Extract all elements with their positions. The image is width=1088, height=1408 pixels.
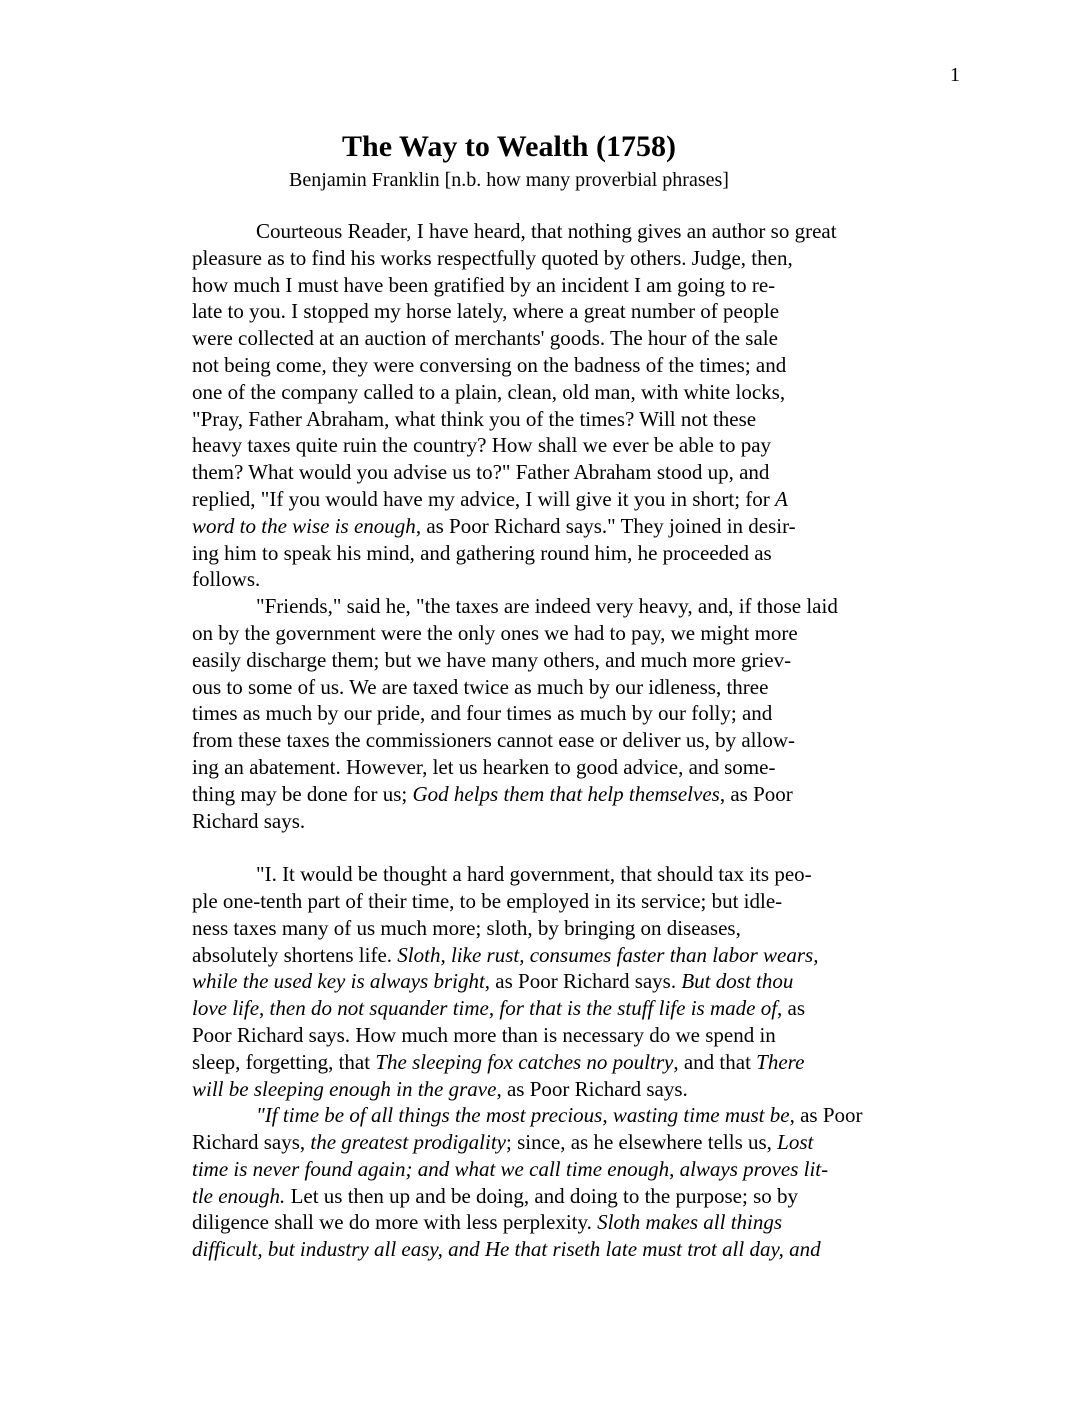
text-line: [192, 379, 912, 406]
text-line: [192, 566, 912, 593]
text-line: [192, 620, 912, 647]
text-segment: ous to some of us. We are taxed twice as much by our idleness, three: [192, 674, 769, 699]
italic-proverb: Sloth makes all things: [597, 1210, 783, 1235]
italic-proverb: will be sleeping enough in the grave: [192, 1076, 497, 1101]
italic-proverb: But dost thou: [681, 969, 794, 994]
text-line: [192, 1049, 912, 1076]
text-line: [192, 647, 912, 674]
text-segment: how much I must have been gratified by an incident I am going to re-: [192, 272, 776, 297]
text-segment: on by the government were the only ones we had to pay, we might more: [192, 620, 798, 645]
text-segment: ple one-tenth part of their time, to be employed in its service; but idle-: [192, 888, 783, 913]
text-line: [192, 942, 912, 969]
italic-proverb: There: [756, 1049, 805, 1074]
text-segment: , as Poor Richard says." They joined in desir-: [415, 513, 796, 538]
text-segment: , as Poor Richard says.: [496, 1076, 688, 1101]
text-segment: absolutely shortens life.: [192, 942, 398, 967]
text-segment: thing may be done for us;: [192, 781, 413, 806]
text-segment: Poor Richard says. How much more than is necessary do we spend in: [192, 1022, 776, 1047]
text-segment: easily discharge them; but we have many others, and much more griev-: [192, 647, 792, 672]
text-line: [192, 513, 912, 540]
text-line: [192, 459, 912, 486]
italic-proverb: word to the wise is enough: [192, 513, 416, 538]
text-segment: them? What would you advise us to?" Father Abraham stood up, and: [192, 460, 770, 485]
text-line: [192, 674, 912, 701]
text-line: [192, 1236, 912, 1263]
text-segment: were collected at an auction of merchants' goods. The hour of the sale: [192, 326, 778, 351]
text-segment: late to you. I stopped my horse lately, where a great number of people: [192, 299, 780, 324]
text-line: [192, 754, 912, 781]
text-line: [192, 808, 912, 835]
text-line: [192, 1156, 912, 1183]
text-segment: times as much by our pride, and four times as much by our folly; and: [192, 701, 773, 726]
paragraph: [192, 593, 912, 834]
text-line: [192, 352, 912, 379]
text-line: [192, 727, 912, 754]
text-line: [192, 915, 912, 942]
text-segment: replied, "If you would have my advice, I will give it you in short; for: [192, 486, 776, 511]
text-segment: one of the company called to a plain, clean, old man, with white locks,: [192, 379, 786, 404]
italic-proverb: difficult, but industry all easy, and He that riseth late must trot all day, and: [192, 1237, 821, 1262]
italic-proverb: The sleeping fox catches no poultry: [375, 1049, 674, 1074]
document-title: The Way to Wealth (1758): [342, 130, 676, 163]
text-segment: "Pray, Father Abraham, what think you of the times? Will not these: [192, 406, 757, 431]
text-line: [192, 700, 912, 727]
text-segment: Let us then up and be doing, and doing to the purpose; so by: [285, 1183, 798, 1208]
italic-proverb: love life, then do not squander time, for that is the stuff life is made of: [192, 996, 778, 1021]
text-segment: from these taxes the commissioners cannot ease or deliver us, by allow-: [192, 728, 795, 753]
text-line: [192, 325, 912, 352]
text-segment: diligence shall we do more with less perplexity.: [192, 1210, 598, 1235]
text-line: [192, 1022, 912, 1049]
text-line: [192, 888, 912, 915]
italic-proverb: while the used key is always bright: [192, 969, 485, 994]
text-line: [192, 1102, 912, 1129]
body-text: [192, 218, 912, 1263]
text-line: [192, 781, 912, 808]
paragraph-gap: [192, 834, 912, 861]
italic-proverb: the greatest prodigality: [310, 1130, 506, 1155]
italic-proverb: "If time be of all things the most precious, wasting time must be: [256, 1103, 790, 1128]
text-segment: follows.: [192, 567, 261, 592]
text-segment: , as Poor: [789, 1103, 863, 1128]
text-segment: heavy taxes quite ruin the country? How shall we ever be able to pay: [192, 433, 772, 458]
text-line: [192, 245, 912, 272]
page-number: 1: [950, 64, 960, 86]
italic-proverb: A: [775, 486, 788, 511]
text-line: [192, 218, 912, 245]
italic-proverb: God helps them that help themselves: [412, 781, 720, 806]
text-segment: , as Poor Richard says.: [484, 969, 682, 994]
text-line: [192, 1209, 912, 1236]
text-line: [192, 968, 912, 995]
text-segment: , as Poor: [719, 781, 793, 806]
text-segment: Courteous Reader, I have heard, that nothing gives an author so great: [256, 219, 837, 243]
text-line: [192, 593, 912, 620]
text-segment: ness taxes many of us much more; sloth, by bringing on diseases,: [192, 915, 741, 940]
text-line: [192, 540, 912, 567]
text-segment: Richard says.: [192, 808, 306, 833]
text-line: [192, 861, 912, 888]
text-line: [192, 1076, 912, 1103]
text-line: [192, 486, 912, 513]
text-segment: sleep, forgetting, that: [192, 1049, 376, 1074]
text-line: [192, 272, 912, 299]
text-line: [192, 995, 912, 1022]
text-line: [192, 1129, 912, 1156]
text-segment: not being come, they were conversing on the badness of the times; and: [192, 352, 787, 377]
text-segment: ing him to speak his mind, and gathering round him, he proceeded as: [192, 540, 772, 565]
text-segment: ; since, as he elsewhere tells us,: [506, 1130, 778, 1155]
italic-proverb: tle enough.: [192, 1183, 286, 1208]
text-line: [192, 406, 912, 433]
text-segment: "Friends," said he, "the taxes are indeed very heavy, and, if those laid: [256, 594, 838, 619]
text-segment: "I. It would be thought a hard government, that should tax its peo-: [256, 862, 812, 887]
text-line: [192, 1183, 912, 1210]
text-line: [192, 298, 912, 325]
text-segment: pleasure as to find his works respectfully quoted by others. Judge, then,: [192, 245, 793, 270]
text-segment: ing an abatement. However, let us hearken to good advice, and some-: [192, 754, 776, 779]
italic-proverb: Sloth, like rust, consumes faster than labor wears,: [397, 942, 819, 967]
paragraph: [192, 861, 912, 1102]
paragraph: [192, 1102, 912, 1263]
text-line: [192, 432, 912, 459]
italic-proverb: Lost: [777, 1130, 814, 1155]
text-segment: Richard says,: [192, 1130, 311, 1155]
italic-proverb: time is never found again; and what we call time enough, always proves lit-: [192, 1156, 829, 1181]
text-segment: , as: [777, 996, 806, 1021]
paragraph: [192, 218, 912, 593]
document-subtitle: Benjamin Franklin [n.b. how many proverbial phrases]: [289, 169, 729, 191]
text-segment: , and that: [673, 1049, 757, 1074]
